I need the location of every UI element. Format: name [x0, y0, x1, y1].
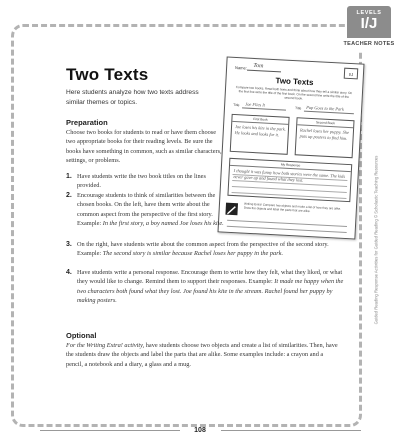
- step-2: [66, 191, 227, 229]
- worksheet-box-second: [295, 117, 355, 158]
- step-number: 4.: [66, 269, 72, 276]
- step-1: [66, 172, 227, 191]
- worksheet-name-value: Tom: [253, 62, 264, 70]
- step-text: Have students write a personal response. Encourage them to write how they felt, what they liked, or what they would like to change. Remind them to support their responses. Example:: [77, 269, 343, 286]
- worksheet-level: I/J: [344, 68, 359, 80]
- optional-intro: For the Writing Extra! activity,: [66, 342, 145, 349]
- step-example: It made me happy when the two characters both found what they lost. Joe found his kite in the stream. Rachel found her puppy by making posters.: [77, 278, 344, 305]
- optional-text: [66, 341, 341, 369]
- worksheet-instructions: Compare two books. Read both texts and think about how they tell a similar story. On the first line write the title of the first book. On the second line write the title of the second book.: [235, 85, 353, 101]
- step-3: [66, 240, 347, 259]
- worksheet-response-text: I thought it was funny how both stories were the same. The kids never gave up and found what they lost.: [233, 168, 346, 183]
- step-number: 1.: [66, 173, 72, 180]
- optional-heading: Optional: [66, 331, 97, 340]
- worksheet-response-head: My Response: [230, 159, 351, 172]
- step-number: 3.: [66, 241, 72, 248]
- worksheet-name-line: [247, 70, 281, 73]
- step-text: Encourage students to think of similarities between the chosen books. On the left, have them write about the common aspect from the perspective of the first story. Example:: [77, 192, 216, 228]
- worksheet-footer-line: [227, 226, 347, 233]
- worksheet-title-value-1: Joe Flies It: [245, 101, 266, 108]
- worksheet-thumbnail: [217, 57, 364, 240]
- worksheet-box-first-head: First Book: [232, 115, 288, 125]
- worksheet-ruled-line: [232, 192, 347, 199]
- step-example: In the first story, a boy named Joe loses his kite.: [102, 220, 224, 228]
- worksheet-footer: Writing Extra! Compare two objects and make a list of how they are alike. Draw the objects and label the parts that are alike.: [243, 201, 342, 213]
- level-badge: [347, 6, 391, 38]
- step-example: The second story is similar because Rachel loses her puppy in the park.: [102, 250, 284, 258]
- worksheet-title: Two Texts: [275, 76, 314, 88]
- worksheet-title-label-1: Title: [233, 102, 240, 108]
- worksheet-title-label-2: Title: [294, 106, 302, 111]
- intro-text: Here students analyze how two texts address similar themes or topics.: [66, 89, 199, 106]
- worksheet-response-box: [227, 158, 352, 202]
- side-credit: Guided Reading Response Activities for Guided Reading © Scholastic Teaching Resources: [373, 155, 379, 325]
- page-number: 108: [194, 427, 206, 434]
- preparation-text: Choose two books for students to read or have them choose two appropriate books for their reading levels. Be sure the books have something in common, such as similar characters, settings, or problems.: [66, 129, 222, 165]
- worksheet-box-second-head: Second Book: [297, 118, 353, 128]
- footer-rule: [221, 430, 361, 431]
- worksheet-box-second-text: Rachel loses her puppy. She puts up posters to find him.: [299, 127, 350, 141]
- step-number: 2.: [66, 192, 72, 199]
- step-text: On the right, have students write about the common aspect from the perspective of the second story. Example:: [77, 241, 329, 258]
- worksheet-name-label: Name:: [235, 64, 248, 71]
- page-title: Two Texts: [66, 65, 149, 84]
- level-value: I/J: [360, 15, 378, 32]
- worksheet-box-first: [230, 114, 290, 155]
- preparation-heading: Preparation: [66, 118, 108, 127]
- worksheet-title-value-2: Pup Goes to the Park: [306, 104, 345, 112]
- footer-rule: [40, 430, 180, 431]
- worksheet-box-first-text: Joe loses his kite in the park. He looks and looks for it.: [234, 124, 286, 137]
- step-4: [66, 268, 347, 306]
- level-label: LEVELS: [356, 10, 382, 16]
- optional-body: have students choose two objects and create a list of similarities. Then, have the students draw the objects and label the parts that are alike. Some examples include: a crayon and a pencil, a notebook and a diary, a glass and a mug.: [66, 342, 338, 368]
- teacher-notes-label: TEACHER NOTES: [343, 41, 395, 47]
- step-text: Have students write the two book titles on the lines provided.: [77, 173, 206, 190]
